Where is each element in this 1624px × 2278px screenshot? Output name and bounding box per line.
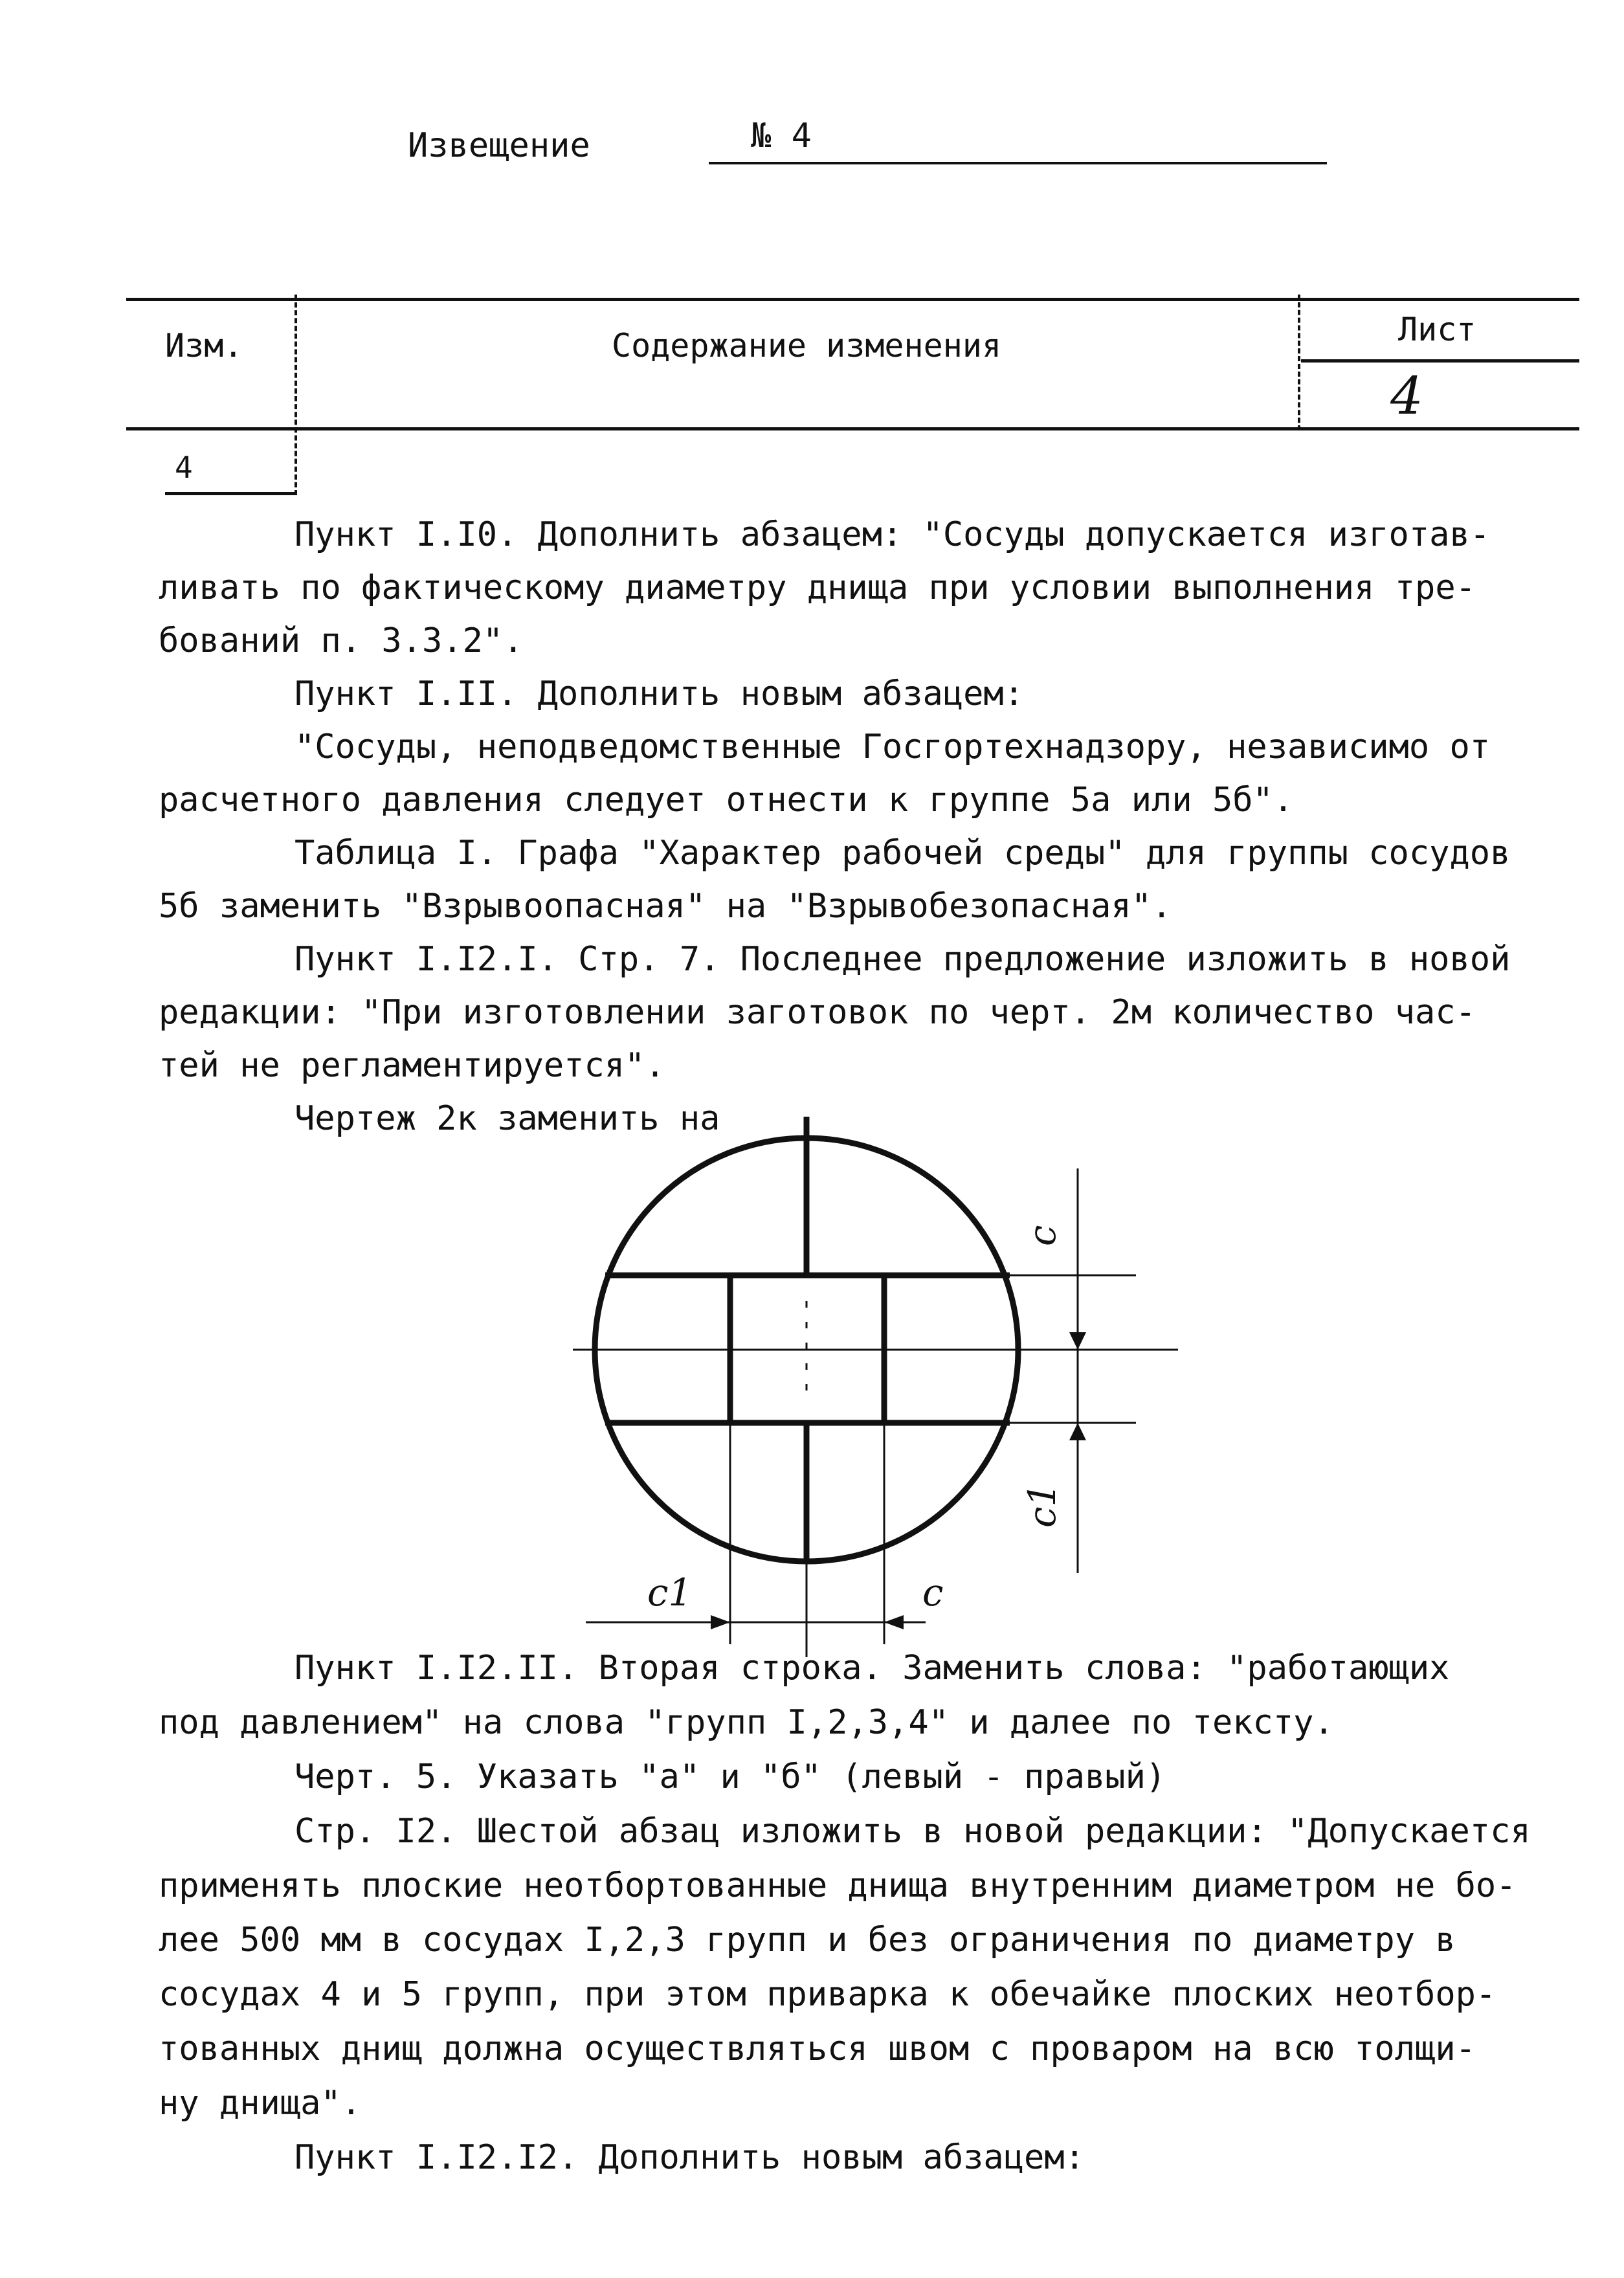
text-line: "Сосуды, неподведомственные Госгортехнадзору, независимо от: [295, 728, 1491, 766]
text-line: тованных днищ должна осуществляться швом с проваром на всю толщи-: [159, 2029, 1476, 2068]
text-line: под давлением" на слова "групп I,2,3,4" и далее по тексту.: [159, 1703, 1334, 1742]
arrow-marker: [1069, 1332, 1086, 1350]
notice-number: № 4: [751, 117, 812, 155]
arrow-marker: [1069, 1423, 1086, 1440]
text-line: Стр. I2. Шестой абзац изложить в новой редакции: "Допускается: [295, 1812, 1531, 1851]
text-line: Пункт I.I2.I2. Дополнить новым абзацем:: [295, 2138, 1085, 2177]
column-izm-header: Изм.: [165, 327, 243, 364]
text-line: Черт. 5. Указать "а" и "б" (левый - правый): [295, 1758, 1166, 1796]
text-line: ну днища".: [159, 2084, 362, 2123]
dim-label-c-right: c: [1020, 1225, 1064, 1246]
text-line: Пункт I.I0. Дополнить абзацем: "Сосуды допускается изготав-: [295, 515, 1491, 554]
arrow-marker: [711, 1615, 730, 1629]
text-line: тей не регламентируется".: [159, 1046, 665, 1085]
text-line: лее 500 мм в сосудах I,2,3 групп и без ограничения по диаметру в: [159, 1921, 1456, 1960]
body-text-lower: [159, 1641, 1557, 2185]
text-line: Таблица I. Графа "Характер рабочей среды" для группы сосудов: [295, 834, 1511, 873]
dim-label-c1-bottom: c1: [647, 1570, 693, 1614]
column-content-header: Содержание изменения: [612, 327, 1002, 364]
text-line: Пункт I.II. Дополнить новым абзацем:: [295, 675, 1025, 713]
text-line: бований п. 3.3.2".: [159, 621, 524, 660]
text-line: редакции: "При изготовлении заготовок по черт. 2м количество час-: [159, 993, 1476, 1032]
text-line: Пункт I.I2.I. Стр. 7. Последнее предложение изложить в новой: [295, 940, 1511, 979]
text-line: Пункт I.I2.II. Вторая строка. Заменить слова: "работающих: [295, 1649, 1450, 1688]
dim-label-c1-right: c1: [1020, 1482, 1064, 1528]
column-list-header: Лист: [1398, 311, 1476, 348]
text-line: расчетного давления следует отнести к группе 5а или 5б".: [159, 781, 1294, 820]
notice-label: Извещение: [408, 126, 590, 165]
text-line: 5б заменить "Взрывоопасная" на "Взрывобезопасная".: [159, 887, 1172, 926]
text-line: ливать по фактическому диаметру днища при условии выполнения тре-: [159, 568, 1476, 607]
list-number: 4: [1390, 366, 1423, 426]
text-line: Чертеж 2к заменить на: [295, 1099, 720, 1138]
dim-label-c-bottom: c: [922, 1570, 944, 1614]
arrow-marker: [884, 1615, 904, 1629]
text-line: сосудах 4 и 5 групп, при этом приварка к обечайке плоских неотбор-: [159, 1975, 1496, 2014]
row-izm-number: 4: [175, 450, 193, 485]
text-line: применять плоские неотбортованные днища внутренним диаметром не бо-: [159, 1866, 1517, 1905]
